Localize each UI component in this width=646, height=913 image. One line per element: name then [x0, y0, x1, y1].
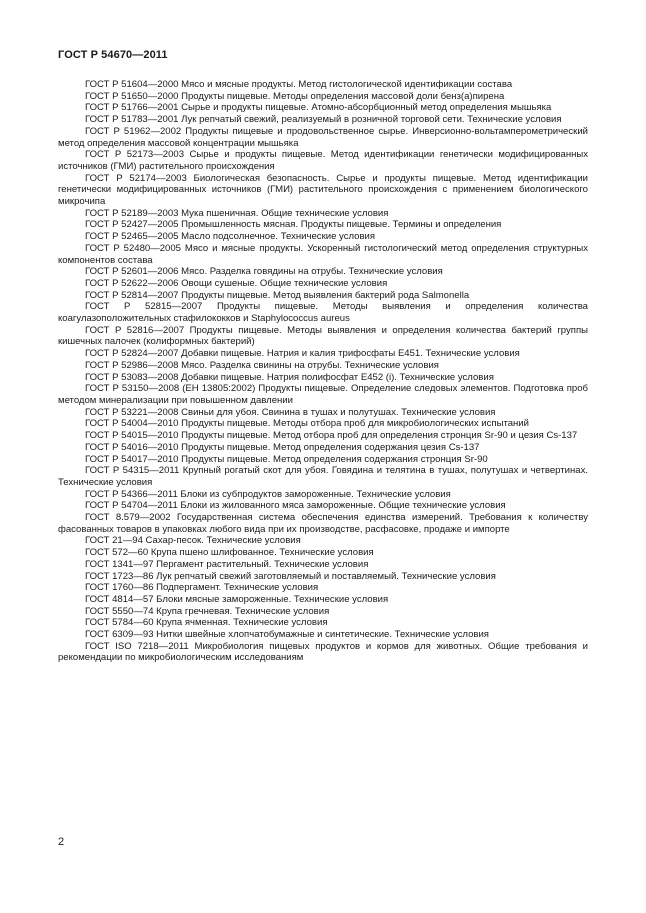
reference-entry: ГОСТ Р 54015—2010 Продукты пищевые. Метод отбора проб для определения стронция Sr-90 и цезия Cs-137: [85, 430, 578, 442]
reference-entry: ГОСТ Р 54016—2010 Продукты пищевые. Метод определения содержания цезия Cs-137: [85, 441, 480, 453]
reference-entry: ГОСТ Р 54315—2011 Крупный рогатый скот для убоя. Говядина и телятина в тушах, полутушах и четвертинах. Технические условия: [58, 465, 588, 488]
reference-entry: ГОСТ Р 52601—2006 Мясо. Разделка говядины на отрубы. Технические условия: [85, 266, 443, 278]
reference-entry: ГОСТ Р 52622—2006 Овощи сушеные. Общие технические условия: [85, 277, 388, 289]
reference-entry: ГОСТ Р 51766—2001 Сырье и продукты пищевые. Атомно-абсорбционный метод определения мышьяка: [85, 102, 552, 114]
reference-entry: ГОСТ Р 54704—2011 Блоки из жилованного мяса замороженные. Общие технические условия: [85, 500, 506, 512]
reference-entry: ГОСТ Р 53221—2008 Свиньи для убоя. Свинина в тушах и полутушах. Технические условия: [85, 406, 496, 418]
reference-entry: ГОСТ 4814—57 Блоки мясные замороженные. Технические условия: [85, 593, 389, 605]
reference-entry: ГОСТ Р 51962—2002 Продукты пищевые и продовольственное сырье. Инверсионно-вольтамперометрический метод определения массовой концентрации мышьяка: [58, 125, 588, 149]
reference-entry: ГОСТ 5784—60 Крупа ячменная. Технические условия: [85, 617, 328, 629]
page-number: 2: [58, 836, 65, 848]
reference-entry: ГОСТ 21—94 Сахар-песок. Технические условия: [85, 535, 301, 547]
reference-entry: ГОСТ 6309—93 Нитки швейные хлопчатобумажные и синтетические. Технические условия: [85, 629, 489, 641]
reference-entry: ГОСТ 1760—86 Подпергамент. Технические условия: [85, 582, 319, 594]
reference-entry: ГОСТ 1341—97 Пергамент растительный. Технические условия: [85, 558, 369, 570]
reference-entry: ГОСТ Р 52815—2007 Продукты пищевые. Методы выявления и определения количества коагулазоположительных стафилококков и Staphylococcus aureus: [58, 301, 588, 325]
reference-entry: ГОСТ Р 54004—2010 Продукты пищевые. Методы отбора проб для микробиологических испытаний: [85, 418, 529, 430]
reference-entry: ГОСТ Р 52814—2007 Продукты пищевые. Метод выявления бактерий рода Salmonella: [85, 289, 470, 301]
reference-entry: ГОСТ Р 53083—2008 Добавки пищевые. Натрия полифосфат Е452 (i). Технические условия: [85, 371, 494, 383]
reference-entry: ГОСТ Р 53150—2008 (ЕН 13805:2002) Продукты пищевые. Определение следовых элементов. Подготовка проб методом минерализации при повышенном давлении: [58, 383, 588, 406]
reference-entry: ГОСТ Р 52174—2003 Биологическая безопасность. Сырье и продукты пищевые. Метод идентификации генетически модифицированных источников (ГМИ) растительного происхождения с применением биологического микрочипа: [58, 172, 588, 208]
reference-entry: ГОСТ 8.579—2002 Государственная система обеспечения единства измерений. Требования к количеству фасованных товаров в упаковках любого вида при их производстве, расфасовке, продаже и импорте: [58, 512, 588, 535]
reference-entry: ГОСТ ISO 7218—2011 Микробиология пищевых продуктов и кормов для животных. Общие требования и рекомендации по микробиологическим исследованиям: [58, 640, 588, 664]
reference-entry: ГОСТ Р 54017—2010 Продукты пищевые. Метод определения содержания стронция Sr-90: [85, 453, 488, 465]
page-header-title: ГОСТ Р 54670—2011: [58, 49, 168, 61]
reference-entry: ГОСТ Р 52173—2003 Сырье и продукты пищевые. Метод идентификации генетически модифицированных источников (ГМИ) растительного происхождения: [58, 149, 588, 172]
reference-entry: ГОСТ Р 54366—2011 Блоки из субпродуктов замороженные. Технические условия: [85, 488, 451, 500]
reference-entry: ГОСТ 1723—86 Лук репчатый свежий заготовляемый и поставляемый. Технические условия: [85, 570, 496, 582]
reference-list: [58, 79, 588, 664]
reference-entry: ГОСТ Р 52465—2005 Масло подсолнечное. Технические условия: [85, 231, 376, 243]
reference-entry: ГОСТ Р 51783—2001 Лук репчатый свежий, реализуемый в розничной торговой сети. Технические условия: [85, 114, 562, 126]
reference-entry: ГОСТ Р 52189—2003 Мука пшеничная. Общие технические условия: [85, 207, 389, 219]
reference-entry: ГОСТ Р 52427—2005 Промышленность мясная. Продукты пищевые. Термины и определения: [85, 219, 502, 231]
reference-entry: ГОСТ Р 51650—2000 Продукты пищевые. Методы определения массовой доли бенз(а)пирена: [85, 90, 505, 102]
reference-entry: ГОСТ 572—60 Крупа пшено шлифованное. Технические условия: [85, 547, 374, 559]
reference-entry: ГОСТ Р 52816—2007 Продукты пищевые. Методы выявления и определения количества бактерий группы кишечных палочек (колиформных бактерий): [58, 324, 588, 348]
reference-entry: ГОСТ Р 52986—2008 Мясо. Разделка свинины на отрубы. Технические условия: [85, 359, 439, 371]
reference-entry: ГОСТ 5550—74 Крупа гречневая. Технические условия: [85, 605, 330, 617]
reference-entry: ГОСТ Р 52480—2005 Мясо и мясные продукты. Ускоренный гистологический метод определения структурных компонентов состава: [58, 242, 588, 266]
reference-entry: ГОСТ Р 52824—2007 Добавки пищевые. Натрия и калия трифосфаты Е451. Технические условия: [85, 348, 520, 360]
reference-entry: ГОСТ Р 51604—2000 Мясо и мясные продукты. Метод гистологической идентификации состава: [85, 79, 513, 90]
